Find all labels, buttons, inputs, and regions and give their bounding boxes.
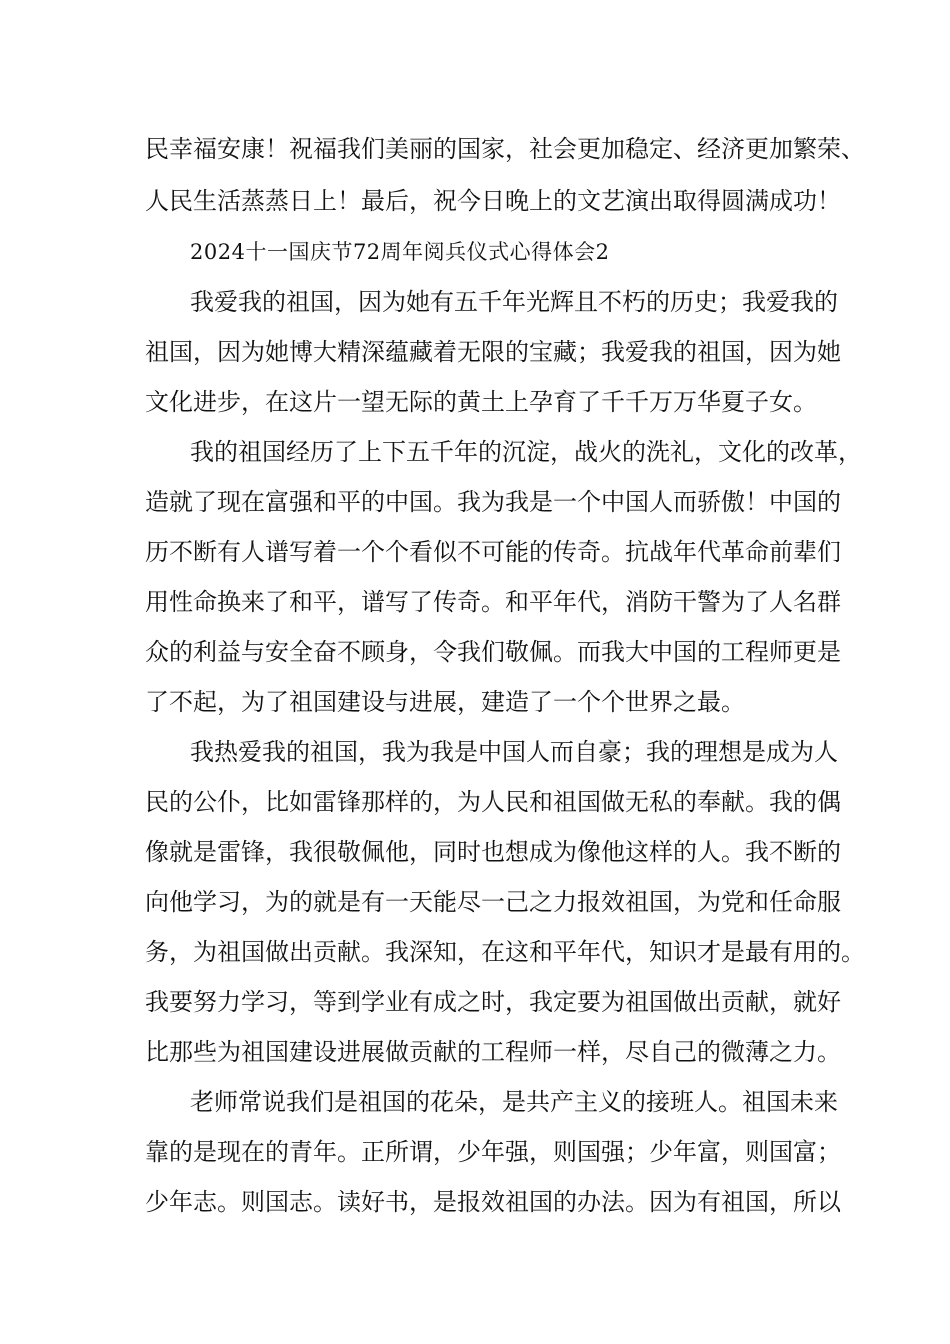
text-line: 了不起，为了祖国建设与进展，建造了一个个世界之最。	[145, 688, 745, 716]
text-line: 少年志。则国志。读好书，是报效祖国的办法。因为有祖国，所以	[145, 1188, 841, 1216]
text-line: 众的利益与安全奋不顾身，令我们敬佩。而我大中国的工程师更是	[145, 638, 841, 666]
text-line: 像就是雷锋，我很敬佩他，同时也想成为像他这样的人。我不断的	[145, 838, 841, 866]
text-line: 靠的是现在的青年。正所谓，少年强，则国强；少年富，则国富；	[145, 1138, 841, 1166]
text-line: 我热爱我的祖国，我为我是中国人而自豪；我的理想是成为人	[190, 738, 838, 766]
section-heading: 2024十一国庆节72周年阅兵仪式心得体会2	[190, 240, 610, 264]
text-line: 老师常说我们是祖国的花朵，是共产主义的接班人。祖国未来	[190, 1088, 838, 1116]
text-line: 务，为祖国做出贡献。我深知，在这和平年代，知识才是最有用的。	[145, 938, 865, 966]
text-line: 我要努力学习，等到学业有成之时，我定要为祖国做出贡献，就好	[145, 988, 841, 1016]
text-line: 比那些为祖国建设进展做贡献的工程师一样，尽自己的微薄之力。	[145, 1038, 841, 1066]
text-line: 历不断有人谱写着一个个看似不可能的传奇。抗战年代革命前辈们	[145, 538, 841, 566]
text-line: 人民生活蒸蒸日上！最后，祝今日晚上的文艺演出取得圆满成功！	[145, 187, 841, 215]
text-line: 向他学习，为的就是有一天能尽一己之力报效祖国，为党和任命服	[145, 888, 841, 916]
text-line: 文化进步，在这片一望无际的黄土上孕育了千千万万华夏子女。	[145, 388, 817, 416]
text-line: 用性命换来了和平，谱写了传奇。和平年代，消防干警为了人名群	[145, 588, 841, 616]
text-line: 我爱我的祖国，因为她有五千年光辉且不朽的历史；我爱我的	[190, 288, 838, 316]
text-line: 我的祖国经历了上下五千年的沉淀，战火的洗礼，文化的改革，	[190, 438, 862, 466]
text-line: 祖国，因为她博大精深蕴藏着无限的宝藏；我爱我的祖国，因为她	[145, 338, 841, 366]
text-line: 造就了现在富强和平的中国。我为我是一个中国人而骄傲！中国的	[145, 488, 841, 516]
text-line: 民的公仆，比如雷锋那样的，为人民和祖国做无私的奉献。我的偶	[145, 788, 841, 816]
text-line: 民幸福安康！祝福我们美丽的国家，社会更加稳定、经济更加繁荣、	[145, 135, 865, 163]
